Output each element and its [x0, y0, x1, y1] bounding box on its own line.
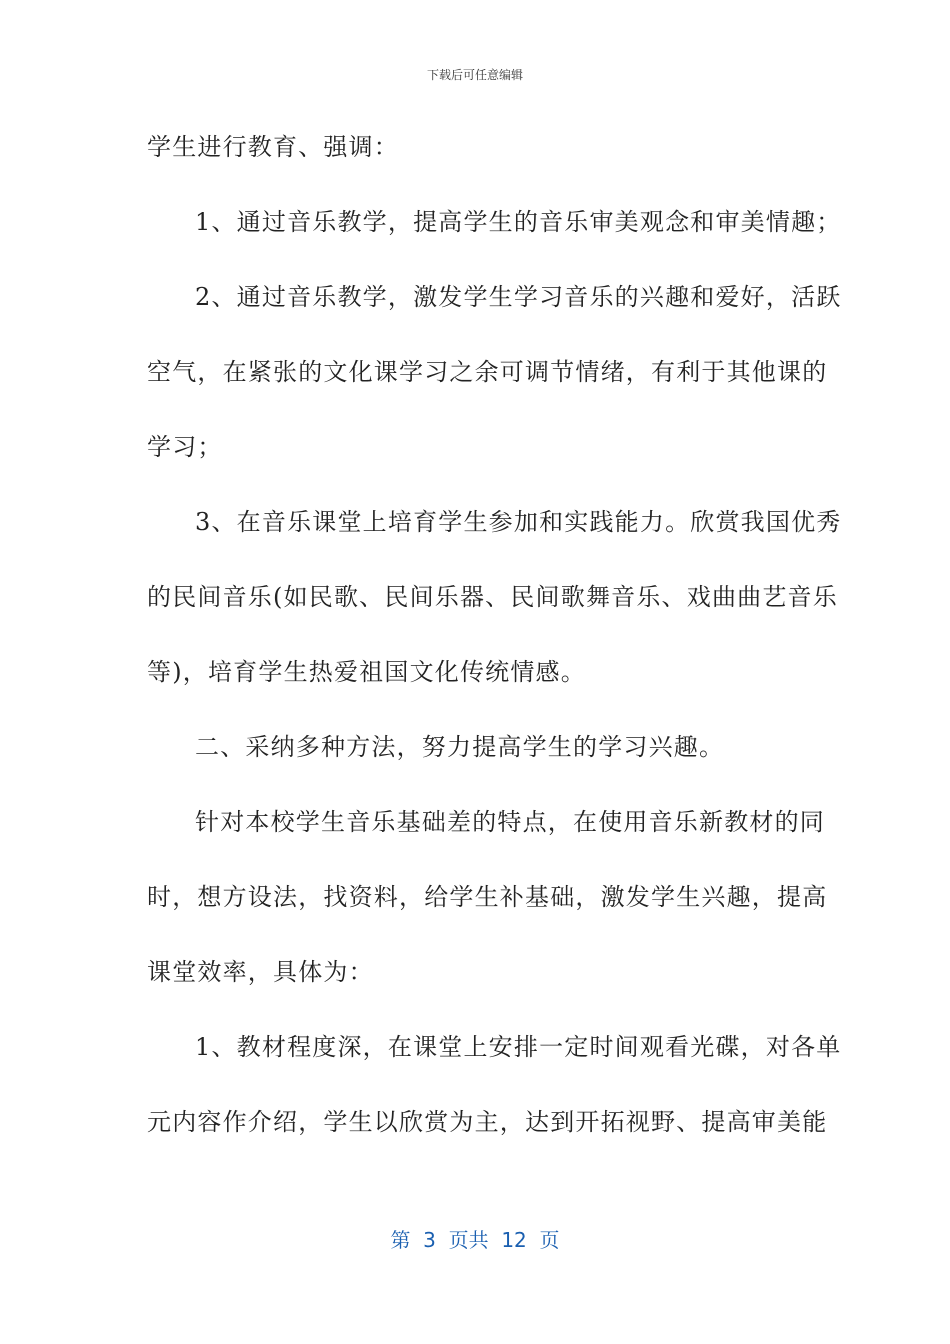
page-header-note: 下载后可任意编辑	[426, 68, 523, 82]
page-number-footer: 第 3 页共 12 页	[390, 1228, 560, 1252]
text-line-7: 的民间音乐(如民歌、民间乐器、民间歌舞音乐、戏曲曲艺音乐	[147, 583, 838, 611]
text-line-6: 3、在音乐课堂上培育学生参加和实践能力。欣赏我国优秀	[195, 508, 842, 536]
text-line-2: 1、通过音乐教学，提高学生的音乐审美观念和审美情趣；	[195, 208, 842, 236]
text-line-14: 元内容作介绍，学生以欣赏为主，达到开拓视野、提高审美能	[147, 1108, 828, 1136]
document-body	[147, 120, 842, 1170]
text-line-1: 学生进行教育、强调：	[147, 133, 399, 161]
text-line-8: 等)，培育学生热爱祖国文化传统情感。	[147, 658, 586, 686]
text-line-4: 空气，在紧张的文化课学习之余可调节情绪，有利于其他课的	[147, 358, 828, 386]
text-line-10: 针对本校学生音乐基础差的特点，在使用音乐新教材的同	[195, 808, 825, 836]
text-line-11: 时，想方设法，找资料，给学生补基础，激发学生兴趣，提高	[147, 883, 828, 911]
text-line-5: 学习；	[147, 433, 223, 461]
text-line-3: 2、通过音乐教学，激发学生学习音乐的兴趣和爱好，活跃	[195, 283, 842, 311]
text-line-12: 课堂效率，具体为：	[147, 958, 374, 986]
text-line-13: 1、教材程度深，在课堂上安排一定时间观看光碟，对各单	[195, 1033, 842, 1061]
section-heading: 二、采纳多种方法，努力提高学生的学习兴趣。	[195, 733, 725, 761]
